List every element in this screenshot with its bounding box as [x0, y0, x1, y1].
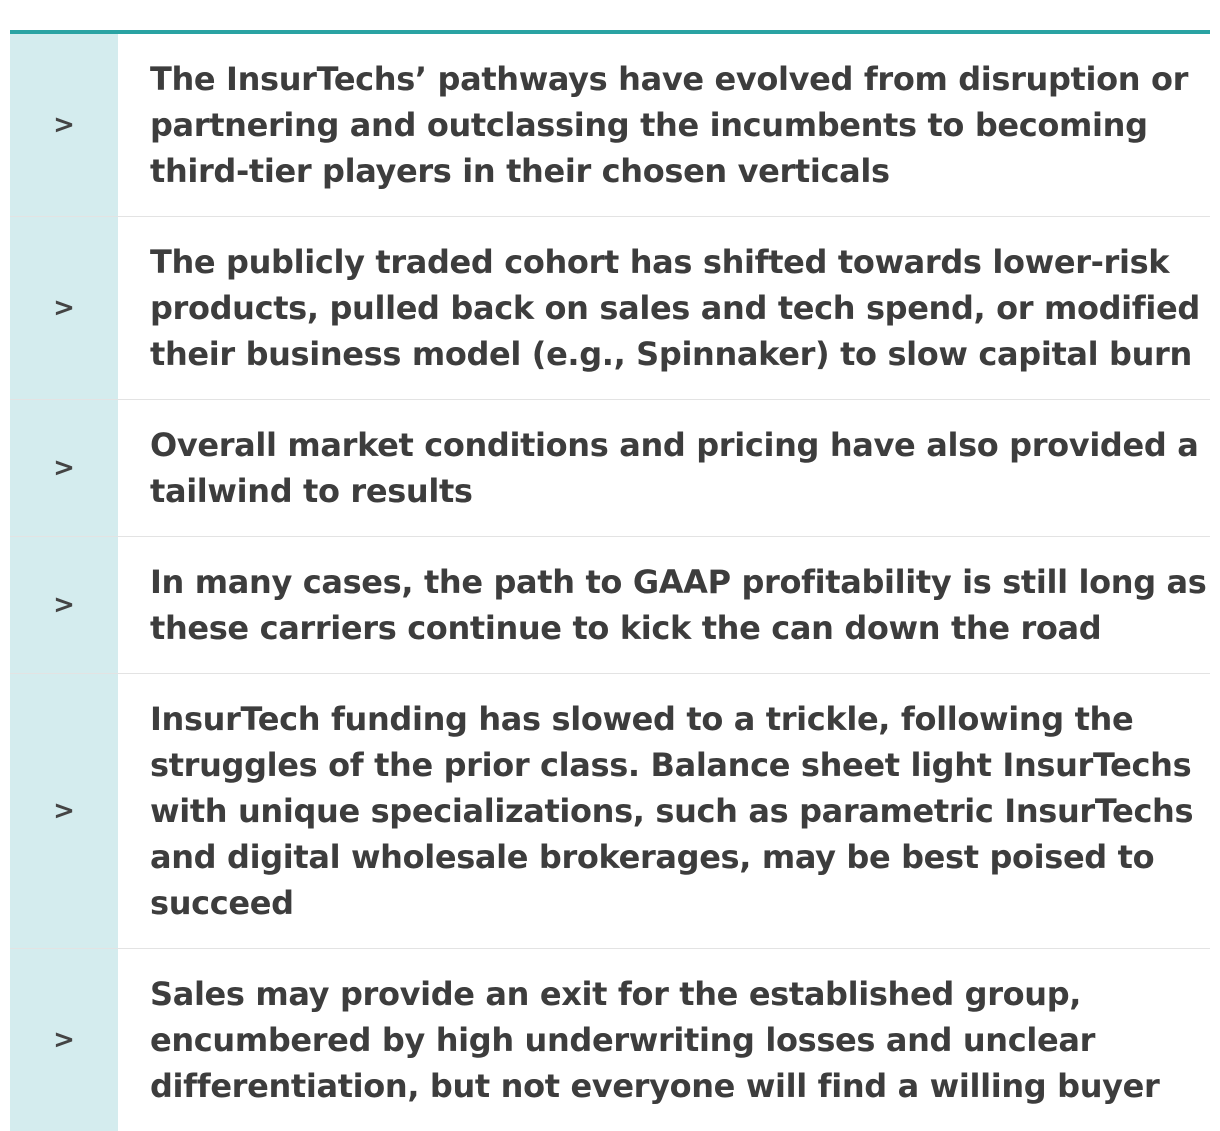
takeaway-text: The publicly traded cohort has shifted towards lower-risk products, pulled back on sales and tech spend, or modified their business model (e.g., Spinnaker) to slow capital burn	[150, 243, 1200, 373]
chevron-right-icon: >	[10, 674, 118, 948]
takeaway-row	[10, 400, 1210, 537]
chevron-right-icon: >	[10, 949, 118, 1131]
takeaway-row	[10, 537, 1210, 674]
takeaway-text: The InsurTechs’ pathways have evolved from disruption or partnering and outclassing the incumbents to becoming third-tier players in their chosen verticals	[150, 60, 1189, 190]
takeaway-text: Overall market conditions and pricing have also provided a tailwind to results	[150, 426, 1199, 510]
takeaways-panel	[10, 30, 1210, 1105]
chevron-right-icon: >	[10, 217, 118, 399]
chevron-right-icon: >	[10, 34, 118, 216]
chevron-right-icon: >	[10, 400, 118, 536]
takeaway-row	[10, 949, 1210, 1131]
takeaway-row	[10, 674, 1210, 949]
takeaway-row	[10, 34, 1210, 217]
takeaway-text: In many cases, the path to GAAP profitability is still long as these carriers continue to kick the can down the road	[150, 563, 1207, 647]
takeaway-row	[10, 217, 1210, 400]
takeaway-text: Sales may provide an exit for the established group, encumbered by high underwriting losses and unclear differentiation, but not everyone will find a willing buyer	[150, 975, 1160, 1105]
chevron-right-icon: >	[10, 537, 118, 673]
takeaway-text: InsurTech funding has slowed to a trickle, following the struggles of the prior class. Balance sheet light InsurTechs with unique specializations, such as parametric InsurTechs and digital wholesale brokerages, may be best poised to succeed	[150, 700, 1194, 922]
